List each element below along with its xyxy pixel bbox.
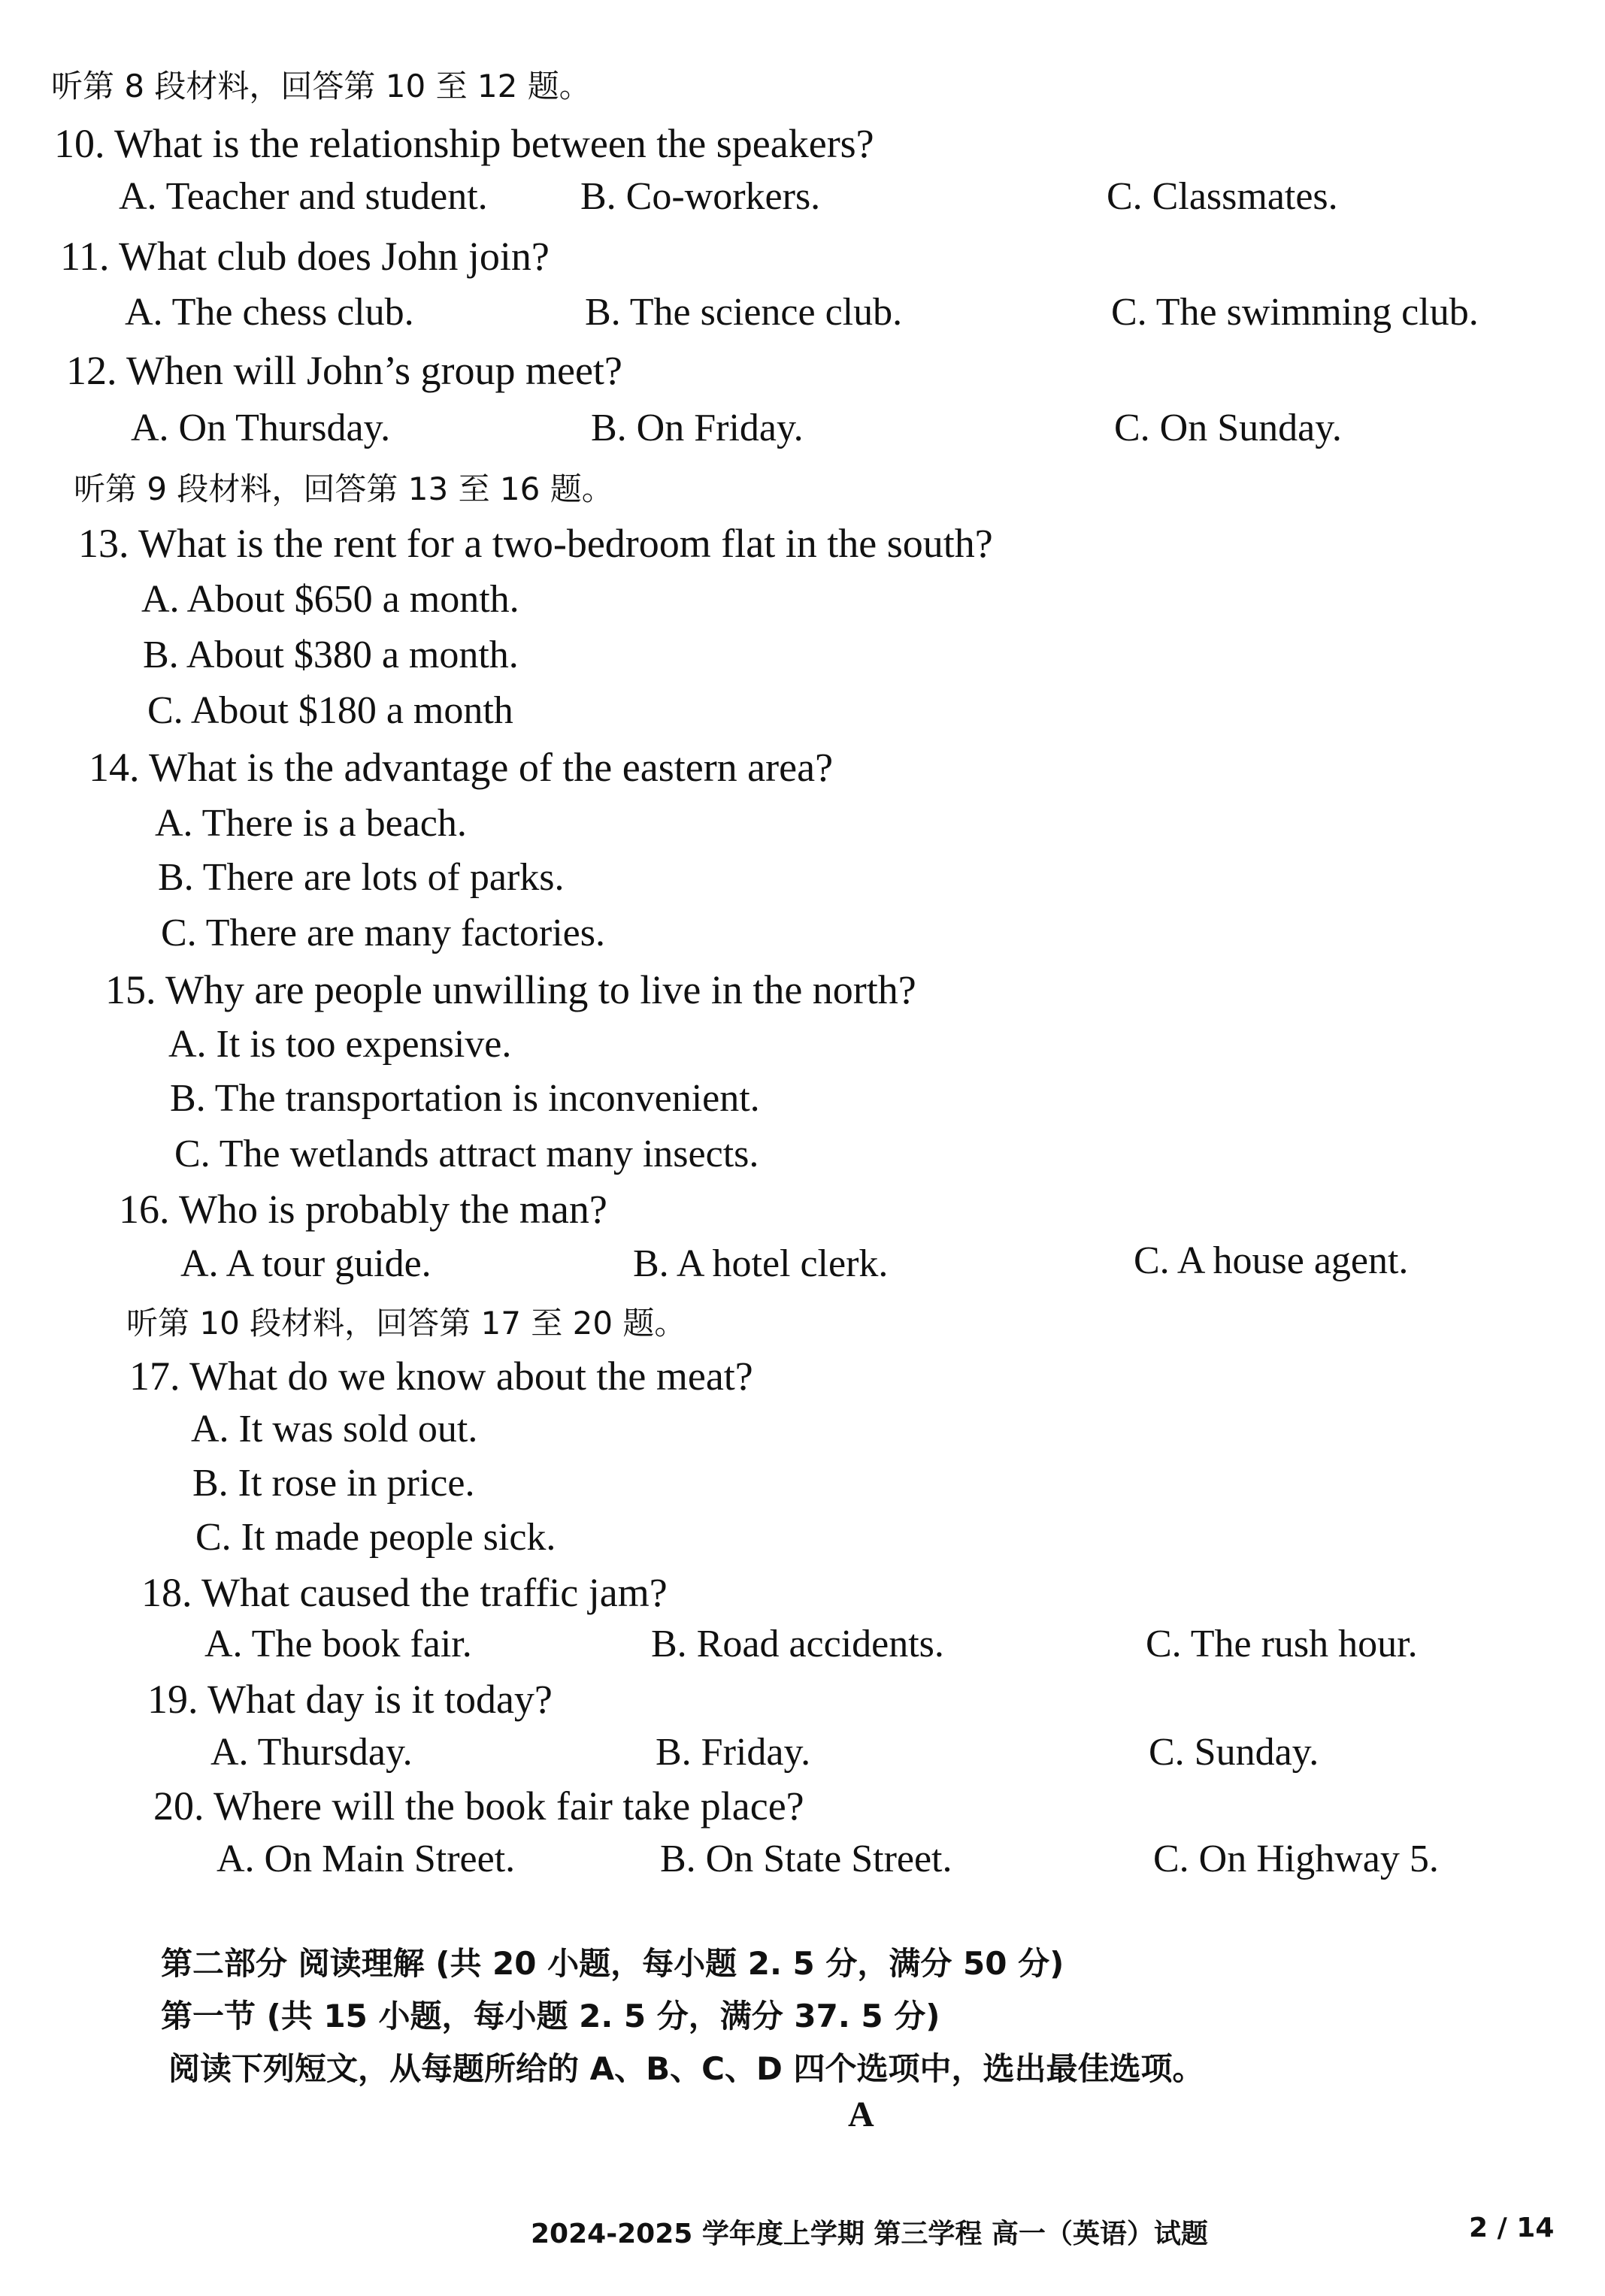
option-c: C. It made people sick. [195,1516,556,1559]
option-c: C. On Sunday. [1114,407,1342,449]
section-instruction: 听第 9 段材料，回答第 13 至 16 题。 [74,470,613,507]
section-heading: 第一节 (共 15 小题，每小题 2. 5 分，满分 37. 5 分) [161,1998,940,2034]
question-stem: 16. Who is probably the man? [119,1187,607,1232]
option-b: B. Road accidents. [651,1623,944,1665]
question-stem: 19. What day is it today? [147,1677,553,1722]
option-a: A. On Main Street. [217,1838,516,1880]
option-a: A. About $650 a month. [141,578,519,621]
option-a: A. Thursday. [210,1731,413,1774]
option-a: A. There is a beach. [155,802,467,845]
part-heading: 第二部分 阅读理解 (共 20 小题，每小题 2. 5 分，满分 50 分) [161,1945,1064,1982]
question-stem: 18. What caused the traffic jam? [141,1570,668,1615]
option-c: C. There are many factories. [161,912,605,954]
option-b: B. There are lots of parks. [158,856,565,899]
option-a: A. On Thursday. [131,407,391,449]
option-a: A. The chess club. [125,291,414,334]
option-b: B. A hotel clerk. [633,1242,889,1285]
question-stem: 14. What is the advantage of the eastern area? [89,745,834,790]
question-stem: 20. Where will the book fair take place? [153,1783,804,1829]
option-a: A. The book fair. [204,1623,472,1665]
option-c: C. A house agent. [1134,1239,1409,1282]
option-b: B. On Friday. [591,407,804,449]
option-c: C. About $180 a month [147,689,513,732]
option-b: B. The transportation is inconvenient. [170,1077,760,1120]
option-b: B. Friday. [656,1731,811,1774]
option-c: C. The wetlands attract many insects. [174,1133,759,1175]
reading-instruction: 阅读下列短文，从每题所给的 A、B、C、D 四个选项中，选出最佳选项。 [168,2050,1204,2087]
page-number: 2 / 14 [1469,2213,1555,2243]
option-c: C. The rush hour. [1146,1623,1418,1665]
passage-letter: A [848,2095,874,2134]
option-a: A. A tour guide. [180,1242,432,1285]
option-b: B. About $380 a month. [143,634,519,676]
option-a: A. Teacher and student. [119,175,488,218]
option-b: B. It rose in price. [192,1462,475,1505]
option-a: A. It is too expensive. [168,1023,512,1066]
question-stem: 17. What do we know about the meat? [129,1354,753,1399]
question-stem: 11. What club does John join? [60,234,550,279]
option-c: C. Classmates. [1107,175,1338,218]
option-b: B. Co-workers. [580,175,821,218]
question-stem: 13. What is the rent for a two-bedroom flat in the south? [78,521,993,566]
option-a: A. It was sold out. [191,1408,478,1451]
option-c: C. On Highway 5. [1153,1838,1439,1880]
question-stem: 12. When will John’s group meet? [66,348,622,393]
option-b: B. On State Street. [660,1838,952,1880]
option-c: C. The swimming club. [1111,291,1479,334]
option-b: B. The science club. [585,291,903,334]
section-instruction: 听第 10 段材料，回答第 17 至 20 题。 [126,1305,686,1342]
question-stem: 10. What is the relationship between the speakers? [54,121,874,166]
section-instruction: 听第 8 段材料，回答第 10 至 12 题。 [51,68,591,104]
option-c: C. Sunday. [1149,1731,1319,1774]
question-stem: 15. Why are people unwilling to live in the north? [105,967,916,1012]
footer-title: 2024-2025 学年度上学期 第三学程 高一（英语）试题 [531,2219,1208,2249]
